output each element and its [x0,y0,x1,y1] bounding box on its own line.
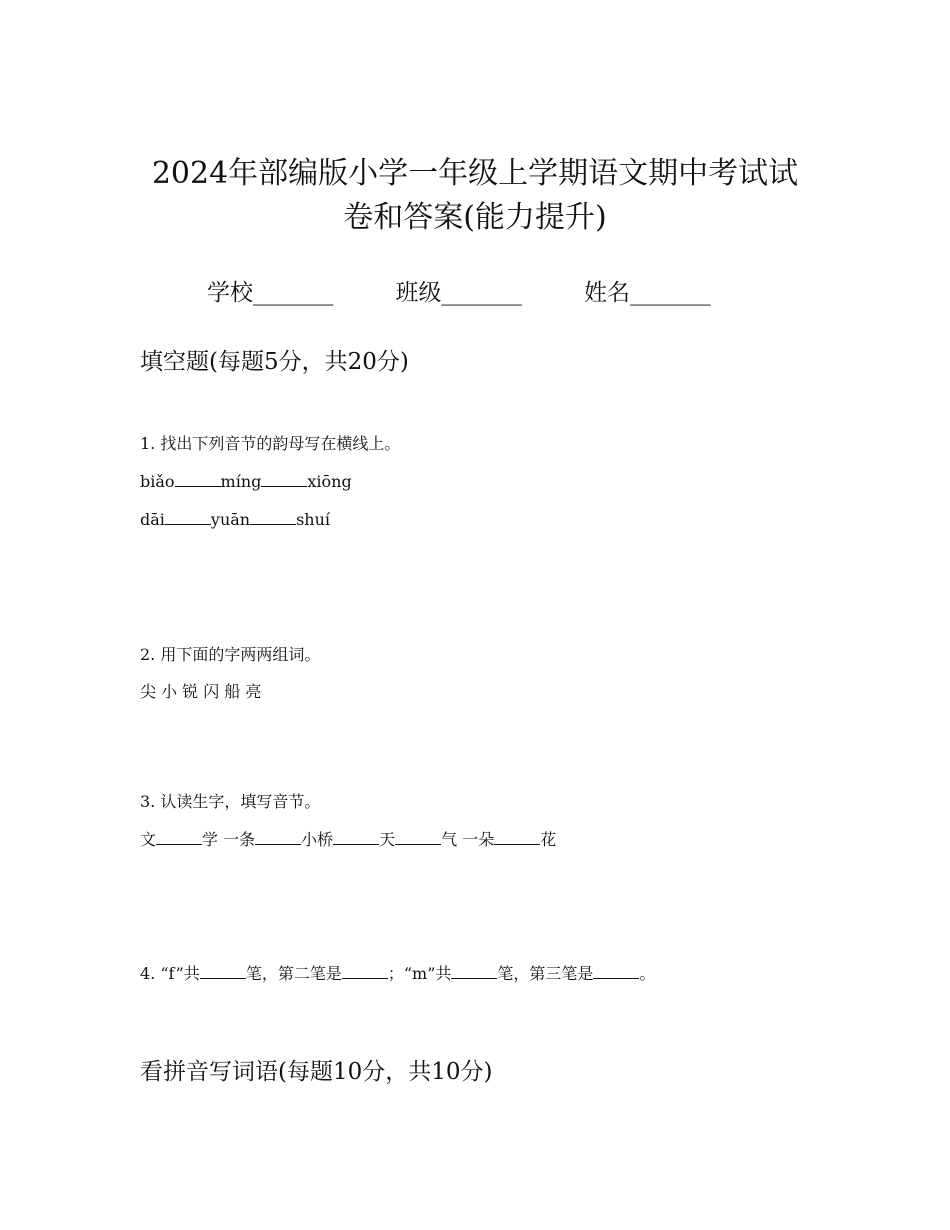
name-field: 姓名_______ [584,280,711,306]
school-field: 学校_______ [207,280,334,306]
section-heading-fill-in: 填空题(每题5分，共20分) [140,349,409,375]
answer-blank[interactable] [333,830,379,845]
document-title-line-1: 2024年部编版小学一年级上学期语文期中考试试 [151,156,799,191]
answer-blank[interactable] [255,830,301,845]
text-part: 花 [540,830,557,849]
answer-blank[interactable] [175,472,221,487]
answer-blank[interactable] [451,964,497,979]
answer-blank[interactable] [494,830,540,845]
answer-blank[interactable] [165,510,211,525]
section-heading-pinyin-writing: 看拼音写词语(每题10分，共10分) [140,1059,493,1085]
syllable: biǎo [140,472,175,491]
text-part: 。 [639,964,656,983]
answer-blank[interactable] [342,964,388,979]
answer-blank[interactable] [261,472,307,487]
question-1-row-1 [140,470,352,494]
syllable: shuí [296,510,331,529]
question-2-characters: 尖 小 锐 闪 船 亮 [140,682,262,701]
answer-blank[interactable] [200,964,246,979]
text-part: 学 一条 [202,830,256,849]
text-part: 4. “f”共 [140,964,200,983]
question-1-row-2 [140,508,330,532]
answer-blank[interactable] [250,510,296,525]
text-part: ；“m”共 [387,964,452,983]
student-info-line [207,276,711,310]
question-4 [140,962,655,986]
answer-blank[interactable] [395,830,441,845]
class-field: 班级_______ [395,280,522,306]
syllable: dāi [140,510,165,529]
syllable: xiōng [307,472,352,491]
text-part: 笔，第二笔是 [245,964,342,983]
syllable: yuān [210,510,251,529]
document-title-line-2: 卷和答案(能力提升) [343,200,607,235]
question-3-items [140,828,556,852]
answer-blank[interactable] [593,964,639,979]
text-part: 小桥 [301,830,334,849]
answer-blank[interactable] [156,830,202,845]
question-1-stem: 1. 找出下列音节的韵母写在横线上。 [140,434,401,453]
question-3-stem: 3. 认读生字，填写音节。 [140,792,321,811]
text-part: 笔，第三笔是 [497,964,594,983]
text-part: 气 一朵 [441,830,495,849]
question-2-stem: 2. 用下面的字两两组词。 [140,645,321,664]
text-part: 文 [140,830,157,849]
syllable: míng [220,472,262,491]
text-part: 天 [379,830,396,849]
